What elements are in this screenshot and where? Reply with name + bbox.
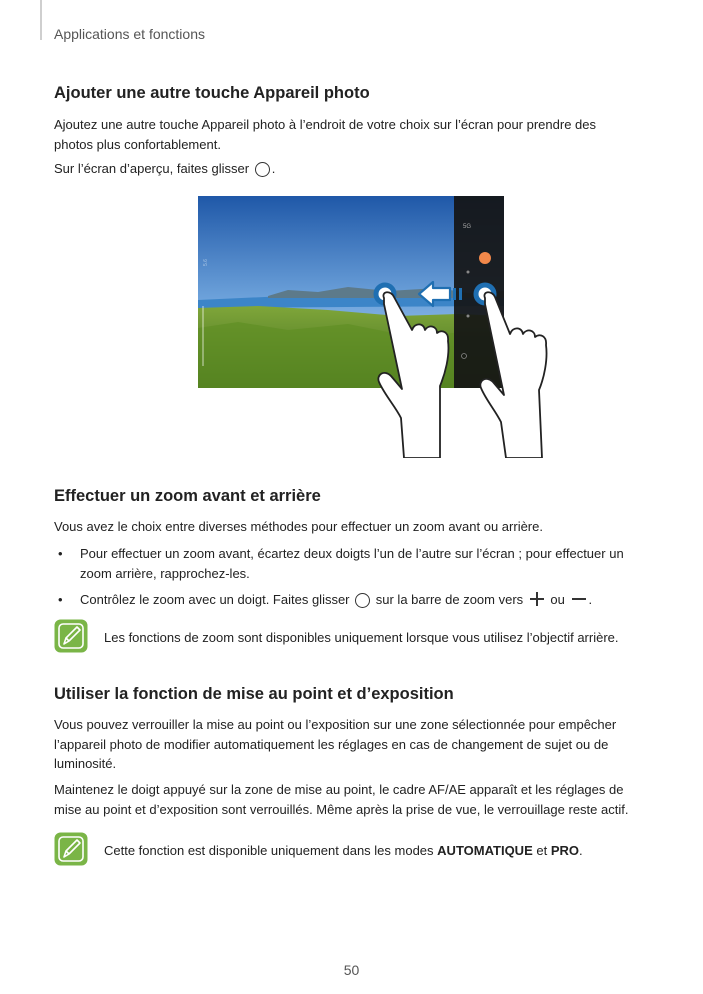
- paragraph: Vous avez le choix entre diverses méthodes pour effectuer un zoom avant ou arrière.: [54, 519, 543, 534]
- note-text: Cette fonction est disponible uniquement dans les modes AUTOMATIQUE et PRO.: [104, 843, 583, 858]
- mode-auto: AUTOMATIQUE: [437, 843, 533, 858]
- minus-icon: [572, 598, 586, 600]
- camera-preview-svg: [198, 196, 568, 458]
- section-title-add-camera-button: Ajouter une autre touche Appareil photo: [54, 84, 370, 102]
- svg-text:5G: 5G: [463, 224, 472, 230]
- mode-pro: PRO: [550, 843, 580, 858]
- sticker-icon: [479, 252, 491, 264]
- camera-button-icon: [255, 162, 270, 177]
- paragraph: Maintenez le doigt appuyé sur la zone de mise au point, le cadre AF/AE apparaît et les réglages de mise au point et d’exposition sont verrouillés. Même après la prise de vue, le verrouillage reste actif.: [54, 782, 629, 817]
- section-title-zoom: Effectuer un zoom avant et arrière: [54, 487, 321, 505]
- camera-preview-illustration: [198, 196, 568, 458]
- paragraph: Ajoutez une autre touche Appareil photo à l’endroit de votre choix sur l’écran pour prendre des photos plus confortablement.: [54, 117, 597, 152]
- paragraph: Vous pouvez verrouiller la mise au point ou l’exposition sur une zone sélectionnée pour empêcher l’appareil photo de modifier automatiquement les réglages en cas de changement de sujet ou de luminosité.: [54, 717, 617, 771]
- header-rule: [40, 0, 42, 40]
- plus-icon: [530, 592, 544, 606]
- figure-side-label: 5.6: [203, 259, 209, 266]
- paragraph: Sur l’écran d’aperçu, faites glisser .: [54, 161, 276, 176]
- section-title-focus-exposure: Utiliser la fonction de mise au point et d’exposition: [54, 685, 454, 703]
- note-icon: [54, 619, 88, 653]
- page-number: 50: [343, 962, 360, 978]
- zoom-handle-icon: [355, 593, 370, 608]
- header-section-title: Applications et fonctions: [54, 26, 205, 42]
- note-text: Les fonctions de zoom sont disponibles uniquement lorsque vous utilisez l’objectif arrière.: [104, 630, 619, 645]
- note-icon: [54, 832, 88, 866]
